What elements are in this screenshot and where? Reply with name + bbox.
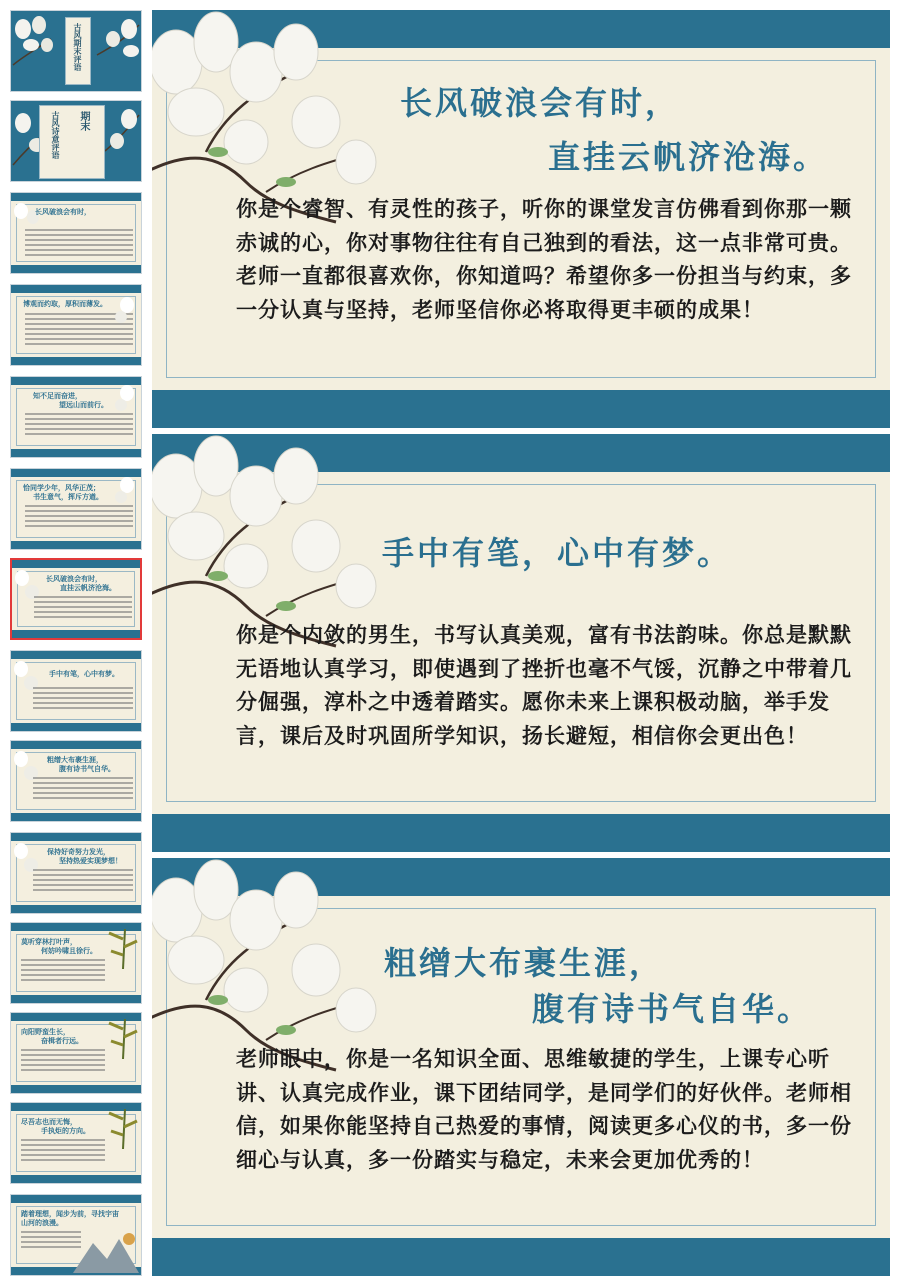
thumbnail-title: 踏着理想，闻步为前，寻找宇宙 <box>21 1209 119 1218</box>
slide-body-text: 你是个睿智、有灵性的孩子，听你的课堂发言仿佛看到你那一颗赤诚的心，你对事物往往有自己独到的看法，这一点非常可贵。老师一直都很喜欢你，你知道吗？希望你多一份担当与约束，多一分认真与坚持，老师坚信你必将取得更丰硕的成果！ <box>236 196 852 322</box>
magnolia-icon <box>101 105 141 175</box>
thumbnail-title: 恰同学少年，风华正茂； <box>23 483 100 492</box>
slide-thumbnail-10[interactable] <box>10 832 142 914</box>
thumbnail-subtitle: 望远山而前行。 <box>59 400 108 409</box>
thumbnail-title: 博观而约取，厚积而薄发。 <box>23 299 107 308</box>
thumbnail-subtitle: 坚持热爱实现梦想！ <box>59 856 122 865</box>
thumbnail-subtitle: 奋楫者行远。 <box>41 1036 83 1045</box>
slide-thumbnail-9[interactable] <box>10 740 142 822</box>
thumbnail-title: 保持好奇努力发光， <box>47 847 110 856</box>
slide-thumbnail-13[interactable] <box>10 1102 142 1184</box>
thumbnail-subtitle: 直挂云帆济沧海。 <box>60 583 116 592</box>
slide-title-line-2: 腹有诗书气自华。 <box>532 990 813 1028</box>
slide-thumbnail-1[interactable] <box>10 10 142 92</box>
slide-title-line-2: 直挂云帆济沧海。 <box>548 138 829 176</box>
thumbnail-title: 莫听穿林打叶声， <box>21 937 77 946</box>
thumbnail-title: 手中有笔，心中有梦。 <box>49 669 119 678</box>
thumbnail-subtitle: 腹有诗书气自华。 <box>59 764 115 773</box>
cover-title: 古风诗意评语 <box>51 111 61 159</box>
thumbnail-title: 向阳野蛮生长， <box>21 1027 70 1036</box>
slide-thumbnail-11[interactable] <box>10 922 142 1004</box>
slide-thumbnail-8[interactable] <box>10 650 142 732</box>
thumbnail-title: 尽吾志也而无悔， <box>21 1117 77 1126</box>
slide-thumbnail-6[interactable] <box>10 468 142 550</box>
slide-title: 手中有笔，心中有梦。 <box>382 534 733 572</box>
magnolia-icon <box>113 383 139 413</box>
thumbnail-title: 长风破浪会有时， <box>46 574 102 583</box>
thumbnail-subtitle: 山河的浪漫。 <box>21 1218 63 1227</box>
slide-body-text: 老师眼中，你是一名知识全面、思维敏捷的学生，上课专心听讲、认真完成作业，课下团结同学，是同学们的好伙伴。老师相信，如果你能坚持自己热爱的事情，阅读更多心仪的书，多一份细心与认真，多一份踏实与稳定，未来会更加优秀的！ <box>236 1046 852 1172</box>
slide-panel-1[interactable] <box>152 10 890 428</box>
cover-card <box>39 105 105 179</box>
thumbnail-subtitle: 何妨吟啸且徐行。 <box>41 946 97 955</box>
slide-title-line-1: 粗缯大布裹生涯， <box>384 944 665 982</box>
slide-title-line-1: 长风破浪会有时， <box>400 84 681 122</box>
magnolia-icon <box>91 15 141 75</box>
thumbnail-title: 粗缯大布裹生涯， <box>47 755 103 764</box>
thumbnail-title: 长风破浪会有时， <box>35 207 91 216</box>
thumbnail-title: 知不足而奋进， <box>33 391 82 400</box>
cover-title: 古风期末评语 <box>73 23 83 71</box>
magnolia-icon <box>11 15 57 75</box>
magnolia-icon <box>113 475 139 505</box>
slide-thumbnail-3[interactable] <box>10 192 142 274</box>
slide-thumbnail-14[interactable] <box>10 1194 142 1276</box>
mountain-landscape-icon <box>73 1229 139 1273</box>
slide-thumbnail-5[interactable] <box>10 376 142 458</box>
slide-thumbnail-7[interactable] <box>10 558 142 640</box>
slide-panel-2[interactable] <box>152 434 890 852</box>
cover-badge: 期末 <box>78 111 89 131</box>
thumbnail-subtitle: 书生意气，挥斥方遒。 <box>33 492 103 501</box>
magnolia-icon <box>113 295 139 325</box>
slide-body-text: 你是个内敛的男生，书写认真美观，富有书法韵味。你总是默默无语地认真学习，即使遇到了挫折也毫不气馁，沉静之中带着几分倔强，淳朴之中透着踏实。愿你未来上课积极动脑，举手发言，课后及时巩固所学知识，扬长避短，相信你会更出色！ <box>236 622 852 748</box>
slide-thumbnail-2[interactable] <box>10 100 142 182</box>
slide-thumbnail-panel <box>0 0 150 1286</box>
slide-panel-3[interactable] <box>152 858 890 1276</box>
slide-thumbnail-12[interactable] <box>10 1012 142 1094</box>
thumbnail-subtitle: 手执炬的方向。 <box>41 1126 90 1135</box>
slide-thumbnail-4[interactable] <box>10 284 142 366</box>
